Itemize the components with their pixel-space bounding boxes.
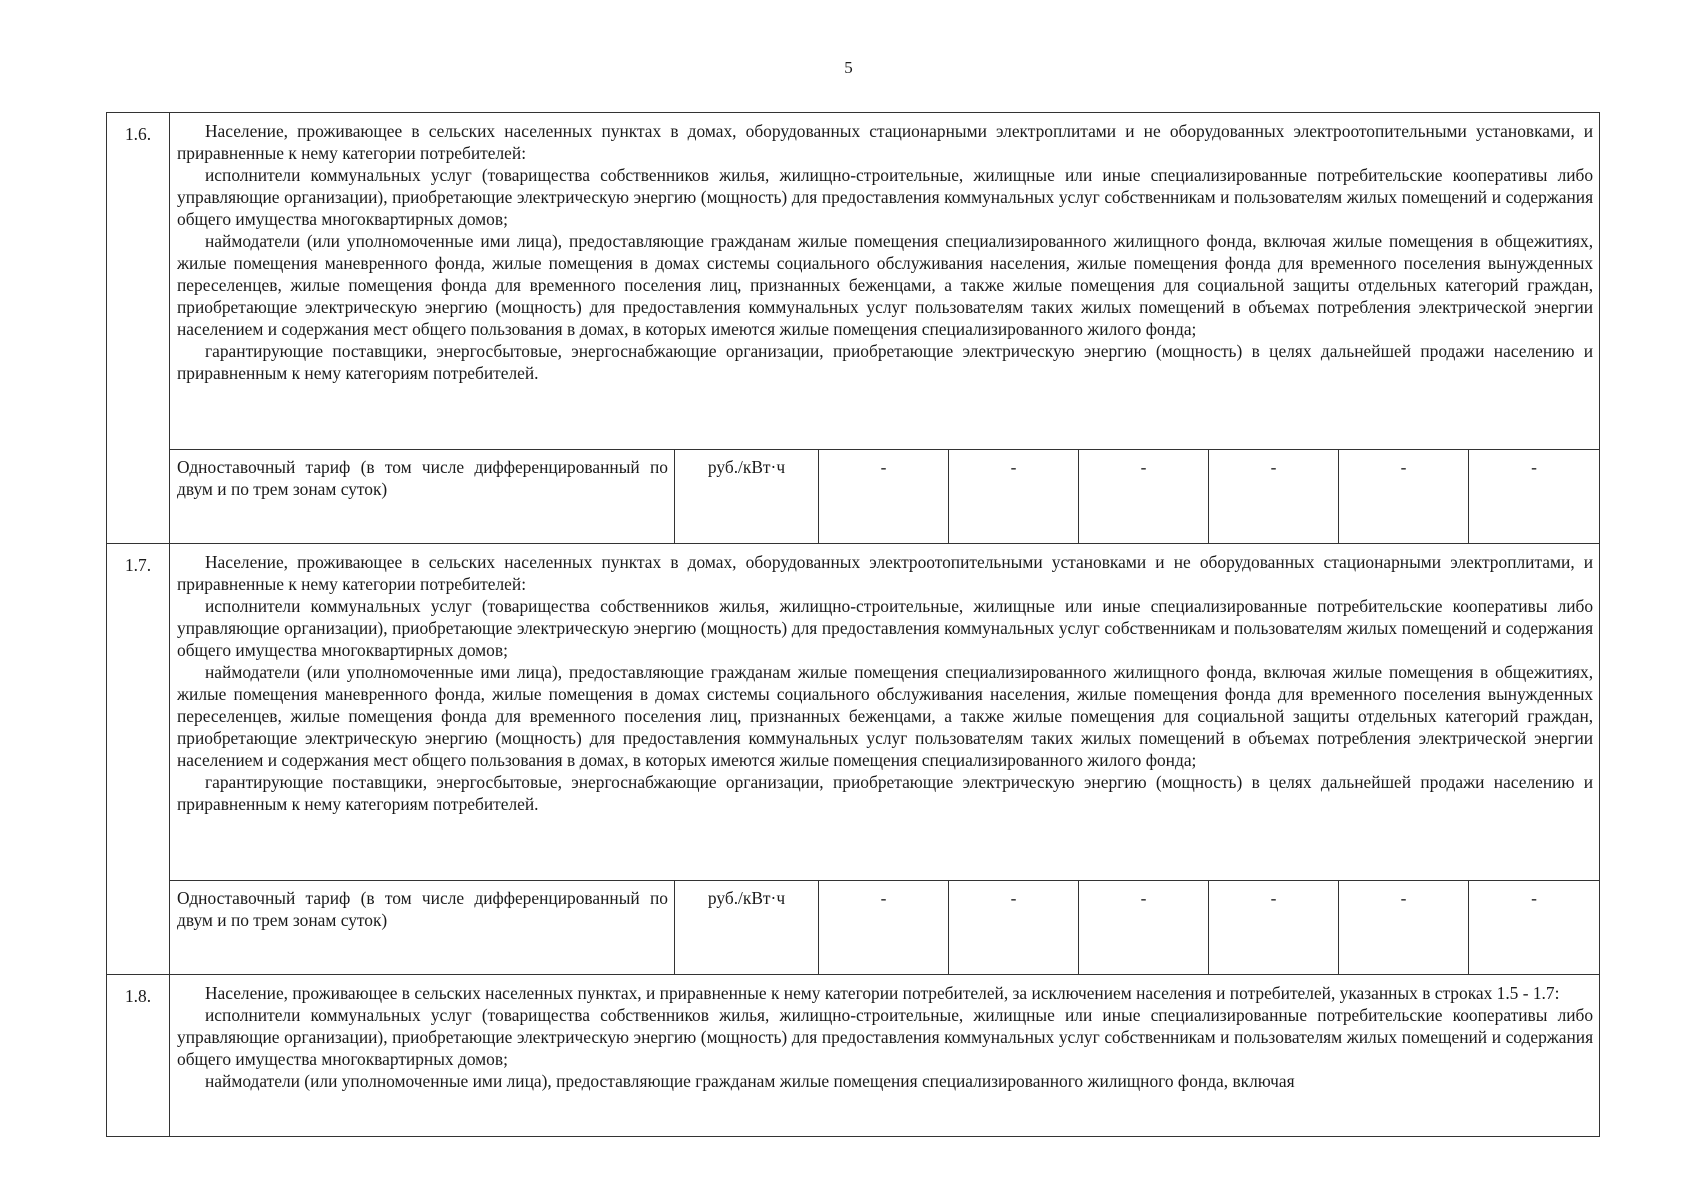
row-description <box>170 544 1600 881</box>
table-row <box>107 544 1600 881</box>
value-cell: - <box>1339 881 1469 975</box>
value-cell: - <box>1469 881 1600 975</box>
row-number: 1.6. <box>107 113 170 544</box>
unit-cell: руб./кВт·ч <box>675 881 819 975</box>
value-cell: - <box>819 450 949 544</box>
description-paragraph: исполнители коммунальных услуг (товарищества собственников жилья, жилищно-строительные, жилищные или иные специализированные потребительские кооперативы либо управляющие организации), приобретающие электрическую энергию (мощность) для предоставления коммунальных услуг собственникам и пользователям жилых помещений и содержания общего имущества многоквартирных домов; <box>177 596 1594 660</box>
row-description <box>170 113 1600 450</box>
description-paragraph: Население, проживающее в сельских населенных пунктах в домах, оборудованных стационарными электроплитами и не оборудованных электроотопительными установками, и приравненные к нему категории потребителей: <box>177 121 1594 163</box>
tariff-row <box>107 450 1600 544</box>
row-description <box>170 975 1600 1137</box>
value-cell: - <box>1079 450 1209 544</box>
description-paragraph: гарантирующие поставщики, энергосбытовые, энергоснабжающие организации, приобретающие электрическую энергию (мощность) в целях дальнейшей продажи населению и приравненным к нему категориям потребителей. <box>177 341 1594 383</box>
value-cell: - <box>949 450 1079 544</box>
description-paragraph: исполнители коммунальных услуг (товарищества собственников жилья, жилищно-строительные, жилищные или иные специализированные потребительские кооперативы либо управляющие организации), приобретающие электрическую энергию (мощность) для предоставления коммунальных услуг собственникам и пользователям жилых помещений и содержания общего имущества многоквартирных домов; <box>177 165 1594 229</box>
value-cell: - <box>949 881 1079 975</box>
value-cell: - <box>1339 450 1469 544</box>
description-paragraph: Население, проживающее в сельских населенных пунктах в домах, оборудованных электроотопительными установками и не оборудованных стационарными электроплитами, и приравненные к нему категории потребителей: <box>177 552 1594 594</box>
description-paragraph: наймодатели (или уполномоченные ими лица), предоставляющие гражданам жилые помещения специализированного жилищного фонда, включая жилые помещения в общежитиях, жилые помещения маневренного фонда, жилые помещения в домах системы социального обслуживания населения, жилые помещения фонда для временного поселения вынужденных переселенцев, жилые помещения фонда для временного поселения лиц, признанных беженцами, а также жилые помещения для социальной защиты отдельных категорий граждан, приобретающие электрическую энергию (мощность) для предоставления коммунальных услуг пользователям таких жилых помещений в объемах потребления электрической энергии населением и содержания мест общего пользования в домах, в которых имеются жилые помещения специализированного жилого фонда; <box>177 662 1594 770</box>
description-paragraph: исполнители коммунальных услуг (товарищества собственников жилья, жилищно-строительные, жилищные или иные специализированные потребительские кооперативы либо управляющие организации), приобретающие электрическую энергию (мощность) для предоставления коммунальных услуг собственникам и пользователям жилых помещений и содержания общего имущества многоквартирных домов; <box>177 1005 1594 1069</box>
row-number: 1.8. <box>107 975 170 1137</box>
value-cell: - <box>819 881 949 975</box>
table-row <box>107 975 1600 1137</box>
description-paragraph: гарантирующие поставщики, энергосбытовые, энергоснабжающие организации, приобретающие электрическую энергию (мощность) в целях дальнейшей продажи населению и приравненным к нему категориям потребителей. <box>177 772 1594 814</box>
description-paragraph: наймодатели (или уполномоченные ими лица), предоставляющие гражданам жилые помещения специализированного жилищного фонда, включая жилые помещения в общежитиях, жилые помещения маневренного фонда, жилые помещения в домах системы социального обслуживания населения, жилые помещения фонда для временного поселения вынужденных переселенцев, жилые помещения фонда для временного поселения лиц, признанных беженцами, а также жилые помещения для социальной защиты отдельных категорий граждан, приобретающие электрическую энергию (мощность) для предоставления коммунальных услуг пользователям таких жилых помещений в объемах потребления электрической энергии населением и содержания мест общего пользования в домах, в которых имеются жилые помещения специализированного жилого фонда; <box>177 231 1594 339</box>
value-cell: - <box>1209 450 1339 544</box>
value-cell: - <box>1209 881 1339 975</box>
table-row <box>107 113 1600 450</box>
description-paragraph: наймодатели (или уполномоченные ими лица), предоставляющие гражданам жилые помещения специализированного жилищного фонда, включая <box>205 1071 1295 1091</box>
tariff-label: Одноставочный тариф (в том числе дифференцированный по двум и по трем зонам суток) <box>170 450 675 544</box>
row-number: 1.7. <box>107 544 170 975</box>
page-number: 5 <box>844 58 853 77</box>
tariff-row <box>107 881 1600 975</box>
tariff-table <box>106 112 1600 1137</box>
value-cell: - <box>1469 450 1600 544</box>
tariff-label: Одноставочный тариф (в том числе дифференцированный по двум и по трем зонам суток) <box>170 881 675 975</box>
description-paragraph: Население, проживающее в сельских населенных пунктах, и приравненные к нему категории потребителей, за исключением населения и потребителей, указанных в строках 1.5 - 1.7: <box>205 983 1560 1003</box>
value-cell: - <box>1079 881 1209 975</box>
unit-cell: руб./кВт·ч <box>675 450 819 544</box>
